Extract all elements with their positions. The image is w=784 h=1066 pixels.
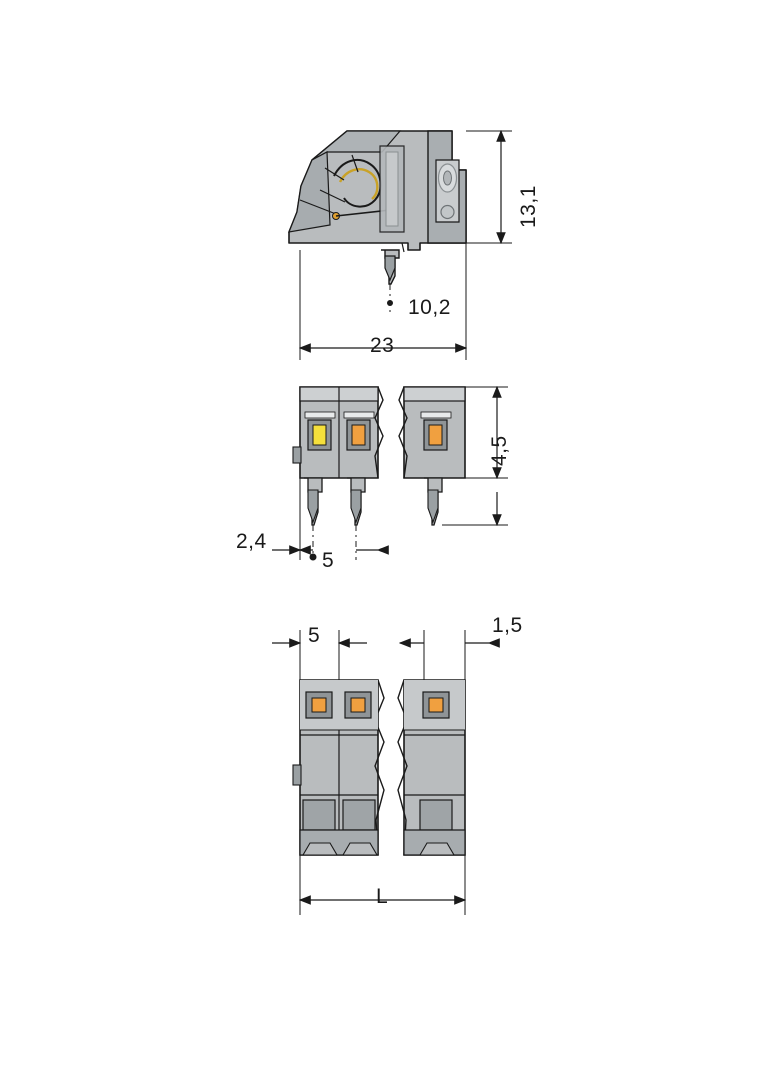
dimension-label-pitch-5-front: 5 (322, 549, 335, 572)
side-view-geometry (289, 131, 512, 360)
front-view-geometry (272, 387, 508, 561)
dimension-label-edge-1-5: 1,5 (492, 614, 523, 637)
dimension-label-pin-offset-10-2: 10,2 (408, 296, 451, 319)
dimension-label-length-L: L (376, 885, 389, 908)
top-view-geometry (272, 630, 489, 915)
dimension-label-height-13-1: 13,1 (517, 185, 540, 228)
dimension-label-height-4-5: 4,5 (488, 435, 511, 466)
dimension-label-depth-23: 23 (370, 334, 395, 357)
dimension-label-edge-2-4: 2,4 (236, 530, 267, 553)
dimension-label-pitch-5-top: 5 (308, 624, 321, 647)
